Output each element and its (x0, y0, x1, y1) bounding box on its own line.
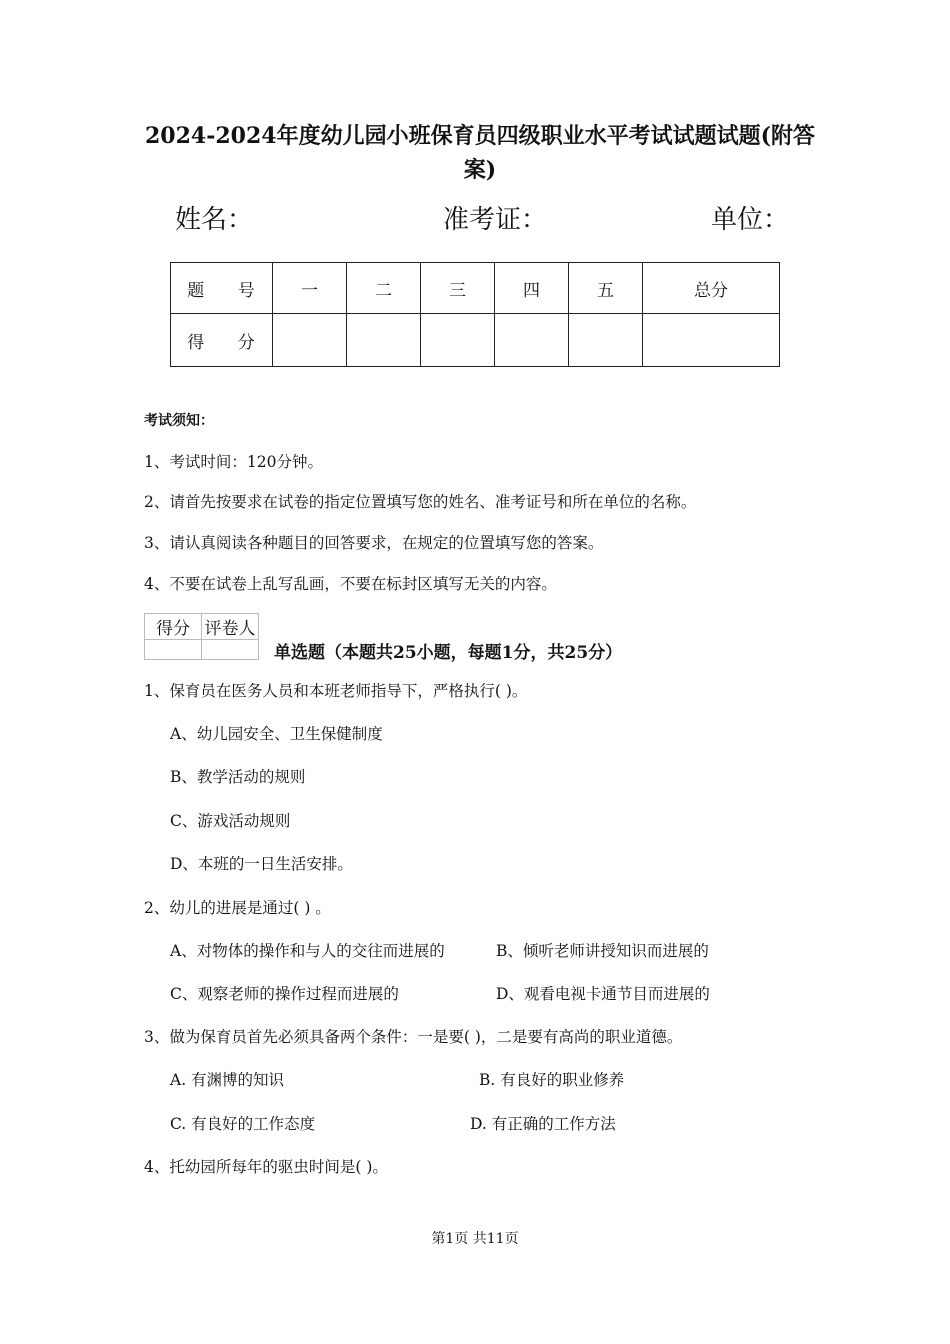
question-option: B、教学活动的规则 (170, 768, 306, 786)
score-table-header-row (171, 263, 780, 314)
question-option: D、本班的一日生活安排。 (170, 855, 353, 873)
document-title: 2024-2024年度幼儿园小班保育员四级职业水平考试试题试题(附答案) (144, 123, 815, 183)
notice-item: 2、请首先按要求在试卷的指定位置填写您的姓名、准考证号和所在单位的名称。 (144, 493, 697, 511)
header-cell-2: 二 (347, 263, 421, 314)
page-number: 第1页 共11页 (431, 1231, 519, 1247)
grader-box (144, 613, 259, 660)
score-table (170, 262, 780, 367)
question-option: D、观看电视卡通节目而进展的 (496, 985, 710, 1003)
header-cell-1: 一 (273, 263, 347, 314)
header-cell-total: 总分 (643, 263, 780, 314)
score-cell-total (643, 314, 780, 367)
question-stem: 1、保育员在医务人员和本班老师指导下，严格执行( )。 (144, 682, 528, 700)
score-table-score-row (171, 314, 780, 367)
grader-score-label: 得分 (145, 614, 202, 640)
score-cell-2 (347, 314, 421, 367)
grader-score-cell (145, 640, 202, 660)
section-title: 单选题（本题共25小题，每题1分，共25分） (274, 643, 623, 663)
question-option: C、游戏活动规则 (170, 812, 291, 830)
question-stem: 4、托幼园所每年的驱虫时间是( )。 (144, 1158, 388, 1176)
notice-item: 1、考试时间：120分钟。 (144, 453, 323, 471)
question-option: A、幼儿园安全、卫生保健制度 (170, 725, 383, 743)
question-option: D. 有正确的工作方法 (470, 1115, 616, 1133)
score-cell-1 (273, 314, 347, 367)
grader-name-label: 评卷人 (202, 614, 259, 640)
score-cell-4 (495, 314, 569, 367)
header-cell-question-number: 题 号 (171, 263, 273, 314)
score-cell-5 (569, 314, 643, 367)
question-option: B. 有良好的职业修养 (479, 1071, 625, 1089)
question-option: C. 有良好的工作态度 (170, 1115, 316, 1133)
question-option: A. 有渊博的知识 (170, 1071, 285, 1089)
question-option: A、对物体的操作和与人的交往而进展的 (170, 942, 445, 960)
score-row-label: 得 分 (171, 314, 273, 367)
question-option: B、倾听老师讲授知识而进展的 (496, 942, 709, 960)
question-stem: 2、幼儿的进展是通过( ) 。 (144, 899, 331, 917)
notice-item: 3、请认真阅读各种题目的回答要求，在规定的位置填写您的答案。 (144, 534, 604, 552)
notice-item: 4、不要在试卷上乱写乱画，不要在标封区填写无关的内容。 (144, 575, 557, 593)
notice-title: 考试须知： (144, 413, 214, 429)
grader-name-cell (202, 640, 259, 660)
question-stem: 3、做为保育员首先必须具备两个条件：一是要( )，二是要有高尚的职业道德。 (144, 1028, 683, 1046)
exam-id-field-label: 准考证： (443, 205, 548, 235)
name-field-label: 姓名： (175, 205, 254, 235)
header-cell-5: 五 (569, 263, 643, 314)
unit-field-label: 单位： (711, 205, 790, 235)
question-option: C、观察老师的操作过程而进展的 (170, 985, 399, 1003)
score-cell-3 (421, 314, 495, 367)
header-cell-4: 四 (495, 263, 569, 314)
header-cell-3: 三 (421, 263, 495, 314)
